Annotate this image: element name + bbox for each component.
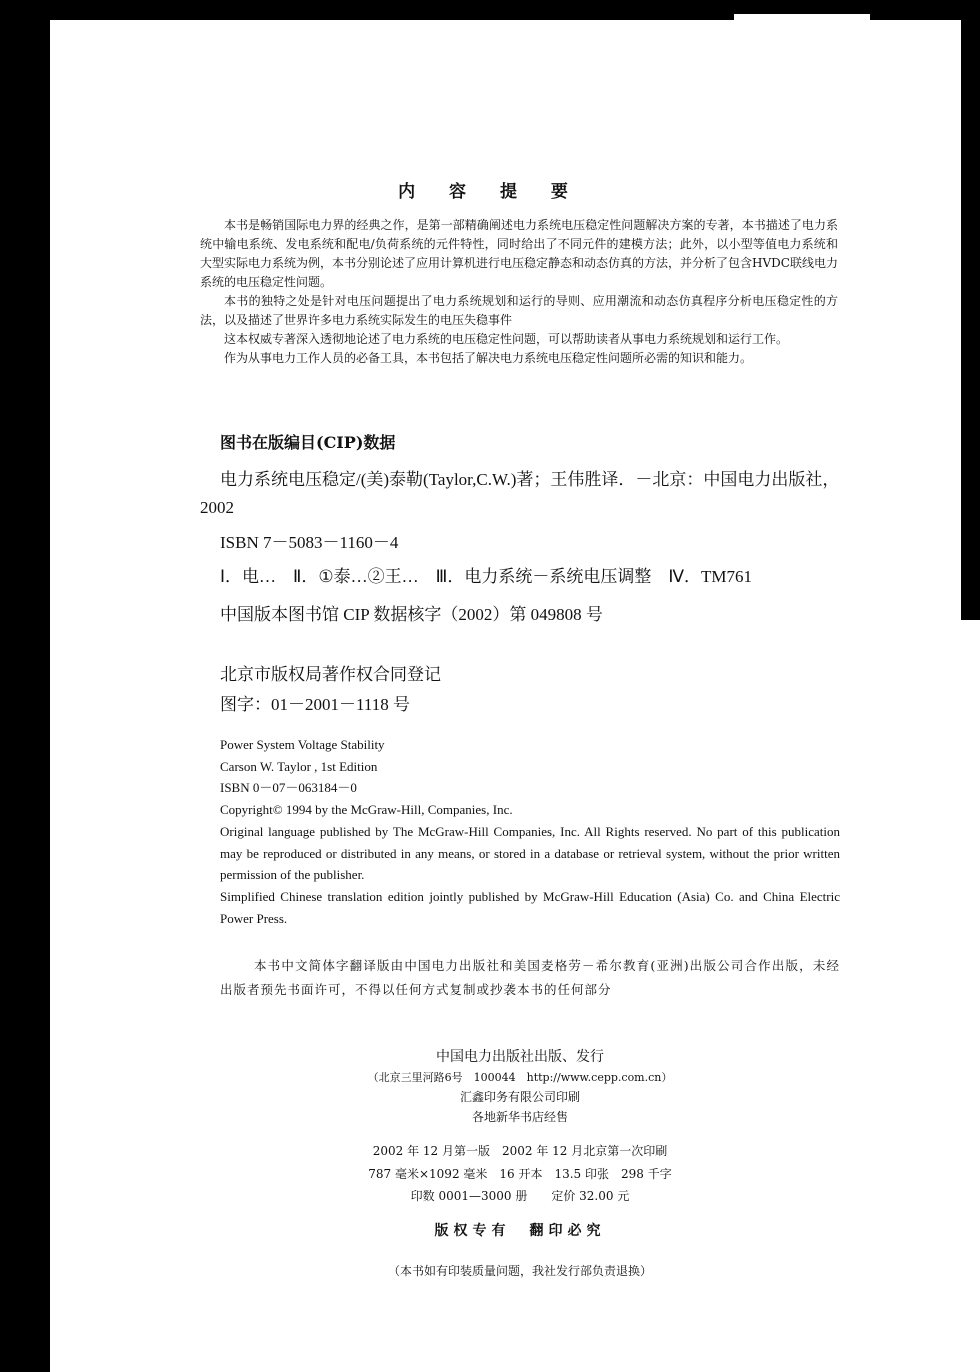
price-line: 印数 0001—3000 册 定价 32.00 元 — [410, 1189, 630, 1203]
translation-statement: Simplified Chinese translation edition jointly published by McGraw-Hill Education (Asia) Co. and China Electric Power Press. — [220, 888, 840, 926]
original-copyright: Copyright© 1994 by the McGraw-Hill, Companies, Inc. — [220, 802, 513, 818]
original-edition-block — [220, 734, 840, 929]
summary-title: 内 容 提 要 — [398, 182, 582, 202]
summary-paragraph: 本书的独特之处是针对电压问题提出了电力系统规划和运行的导则、应用潮流和动态仿真程序分析电压稳定性的方法，以及描述了世界许多电力系统实际发生的电压失稳事件 — [200, 294, 838, 327]
copyright-registration-number: 图字：01－2001－1118 号 — [220, 695, 410, 714]
cip-isbn: ISBN 7－5083－1160－4 — [220, 533, 399, 552]
scan-border-right — [961, 0, 980, 620]
distributor-line: 各地新华书店经售 — [471, 1110, 568, 1124]
copyright-registration-office: 北京市版权局著作权合同登记 — [220, 665, 441, 684]
rights-reserved-notice: 版权专有 翻印必究 — [434, 1223, 606, 1239]
summary-paragraph: 这本权威专著深入透彻地论述了电力系统的电压稳定性问题，可以帮助读者从事电力系统规划和运行工作。 — [224, 332, 789, 346]
rights-statement: Original language published by The McGraw-Hill Companies, Inc. All Rights reserved. No part of this publication may be reproduced or distributed in any means, or stored in a database or retrieval system, without the prior written permission of the publisher. — [220, 823, 840, 883]
original-title: Power System Voltage Stability — [220, 737, 385, 752]
cip-heading: 图书在版编目(CIP)数据 — [220, 433, 396, 452]
publisher-line: 中国电力出版社出版、发行 — [436, 1049, 604, 1065]
summary-paragraph: 本书是畅销国际电力界的经典之作，是第一部精确阐述电力系统电压稳定性问题解决方案的专著，本书描述了电力系统中输电系统、发电系统和配电/负荷系统的元件特性，同时给出了不同元件的建模方法；此外，以小型等值电力系统和大型实际电力系统为例，本书分别论述了应用计算机进行电压稳定静态和动态仿真的方法，并分析了包含HVDC联线电力系统的电压稳定性问题。 — [200, 218, 838, 289]
quality-notice: （本书如有印装质量问题，我社发行部负责退换） — [387, 1264, 652, 1278]
summary-body — [200, 216, 838, 368]
publisher-address: （北京三里河路6号 100044 http://www.cepp.com.cn） — [367, 1071, 673, 1084]
original-author-edition: Carson W. Taylor , 1st Edition — [220, 758, 378, 774]
scan-label-patch — [734, 14, 870, 32]
original-isbn: ISBN 0－07－063184－0 — [220, 780, 357, 796]
cip-main-entry: 电力系统电压稳定/(美)泰勒(Taylor,C.W.)著；王伟胜译．－北京：中国电力出版社，2002 — [200, 470, 840, 517]
format-line: 787 毫米×1092 毫米 16 开本 13.5 印张 298 千字 — [368, 1167, 672, 1181]
summary-paragraph: 作为从事电力工作人员的必备工具，本书包括了解决电力系统电压稳定性问题所必需的知识和能力。 — [224, 351, 753, 365]
printer-line: 汇鑫印务有限公司印刷 — [459, 1090, 580, 1104]
cip-classification: Ⅰ．电… Ⅱ．①泰…②王… Ⅲ．电力系统－系统电压调整 Ⅳ．TM761 — [220, 567, 753, 586]
translation-notice: 本书中文简体字翻译版由中国电力出版社和美国麦格劳－希尔教育(亚洲)出版公司合作出版，未经出版者预先书面许可，不得以任何方式复制或抄袭本书的任何部分 — [220, 958, 840, 997]
cip-record-number: 中国版本图书馆 CIP 数据核字（2002）第 049808 号 — [220, 605, 603, 624]
edition-line: 2002 年 12 月第一版 2002 年 12 月北京第一次印刷 — [372, 1144, 668, 1158]
